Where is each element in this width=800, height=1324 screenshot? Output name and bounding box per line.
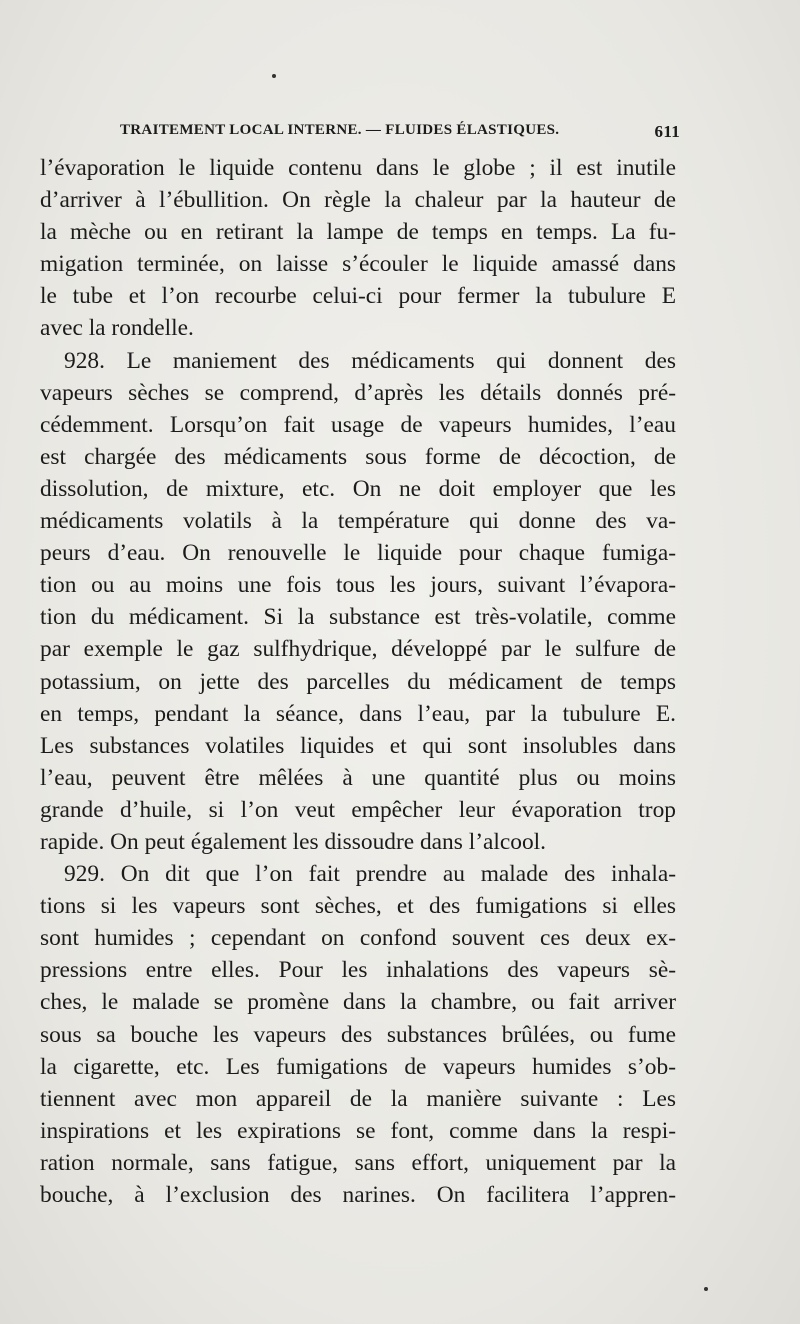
body-text xyxy=(40,152,676,1211)
text-line: vapeurs sèches se comprend, d’après les détails donnés pré- xyxy=(40,379,676,406)
text-line: cédemment. Lorsqu’on fait usage de vapeurs humides, l’eau xyxy=(40,411,676,438)
text-line: inspirations et les expirations se font, comme dans la respi- xyxy=(40,1117,676,1144)
text-line: migation terminée, on laisse s’écouler le liquide amassé dans xyxy=(40,251,676,278)
text-line: la mèche ou en retirant la lampe de temps en temps. La fu- xyxy=(40,219,676,246)
print-speck xyxy=(704,1287,708,1291)
paragraph-start-928: 928. Le maniement des médicaments qui donnent des xyxy=(64,347,676,374)
text-line: dissolution, de mixture, etc. On ne doit employer que les xyxy=(40,475,676,502)
text-line: grande d’huile, si l’on veut empêcher leur évaporation trop xyxy=(40,796,676,823)
text-line: avec la rondelle. xyxy=(40,315,194,342)
text-line: peurs d’eau. On renouvelle le liquide pour chaque fumiga- xyxy=(40,540,676,567)
running-title: TRAITEMENT LOCAL INTERNE. — FLUIDES ÉLASTIQUES. xyxy=(120,122,560,138)
text-line: l’évaporation le liquide contenu dans le globe ; il est inutile xyxy=(40,155,676,181)
text-line: tion du médicament. Si la substance est très-volatile, comme xyxy=(40,604,676,631)
text-line: tions si les vapeurs sont sèches, et des fumigations si elles xyxy=(40,893,676,920)
text-line: tion ou au moins une fois tous les jours, suivant l’évapora- xyxy=(40,572,676,599)
paragraph-start-929: 929. On dit que l’on fait prendre au malade des inhala- xyxy=(64,861,676,888)
page-number: 611 xyxy=(654,122,680,141)
text-line: potassium, on jette des parcelles du médicament de temps xyxy=(40,668,676,695)
text-line: la cigarette, etc. Les fumigations de vapeurs humides s’ob- xyxy=(40,1053,676,1080)
text-line: médicaments volatils à la température qui donne des va- xyxy=(40,508,676,535)
text-line: l’eau, peuvent être mêlées à une quantité plus ou moins xyxy=(40,764,676,791)
text-line: sous sa bouche les vapeurs des substances brûlées, ou fume xyxy=(40,1021,676,1048)
text-line: le tube et l’on recourbe celui-ci pour fermer la tubulure E xyxy=(40,283,676,310)
text-line: ration normale, sans fatigue, sans effort, uniquement par la xyxy=(40,1149,676,1176)
page-header xyxy=(120,118,680,146)
text-line: par exemple le gaz sulfhydrique, développé par le sulfure de xyxy=(40,636,676,663)
text-line: pressions entre elles. Pour les inhalations des vapeurs sè- xyxy=(40,957,676,984)
print-speck xyxy=(272,74,276,78)
text-line: sont humides ; cependant on confond souvent ces deux ex- xyxy=(40,925,676,952)
text-line: est chargée des médicaments sous forme de décoction, de xyxy=(40,443,676,470)
text-line: Les substances volatiles liquides et qui sont insolubles dans xyxy=(40,732,676,759)
text-line: d’arriver à l’ébullition. On règle la chaleur par la hauteur de xyxy=(40,187,676,214)
text-line: ches, le malade se promène dans la chambre, ou fait arriver xyxy=(40,989,676,1016)
text-line: rapide. On peut également les dissoudre dans l’alcool. xyxy=(40,828,546,855)
text-line: tiennent avec mon appareil de la manière suivante : Les xyxy=(40,1085,676,1112)
text-line: bouche, à l’exclusion des narines. On facilitera l’appren- xyxy=(40,1182,676,1208)
text-line: en temps, pendant la séance, dans l’eau, par la tubulure E. xyxy=(40,700,676,727)
